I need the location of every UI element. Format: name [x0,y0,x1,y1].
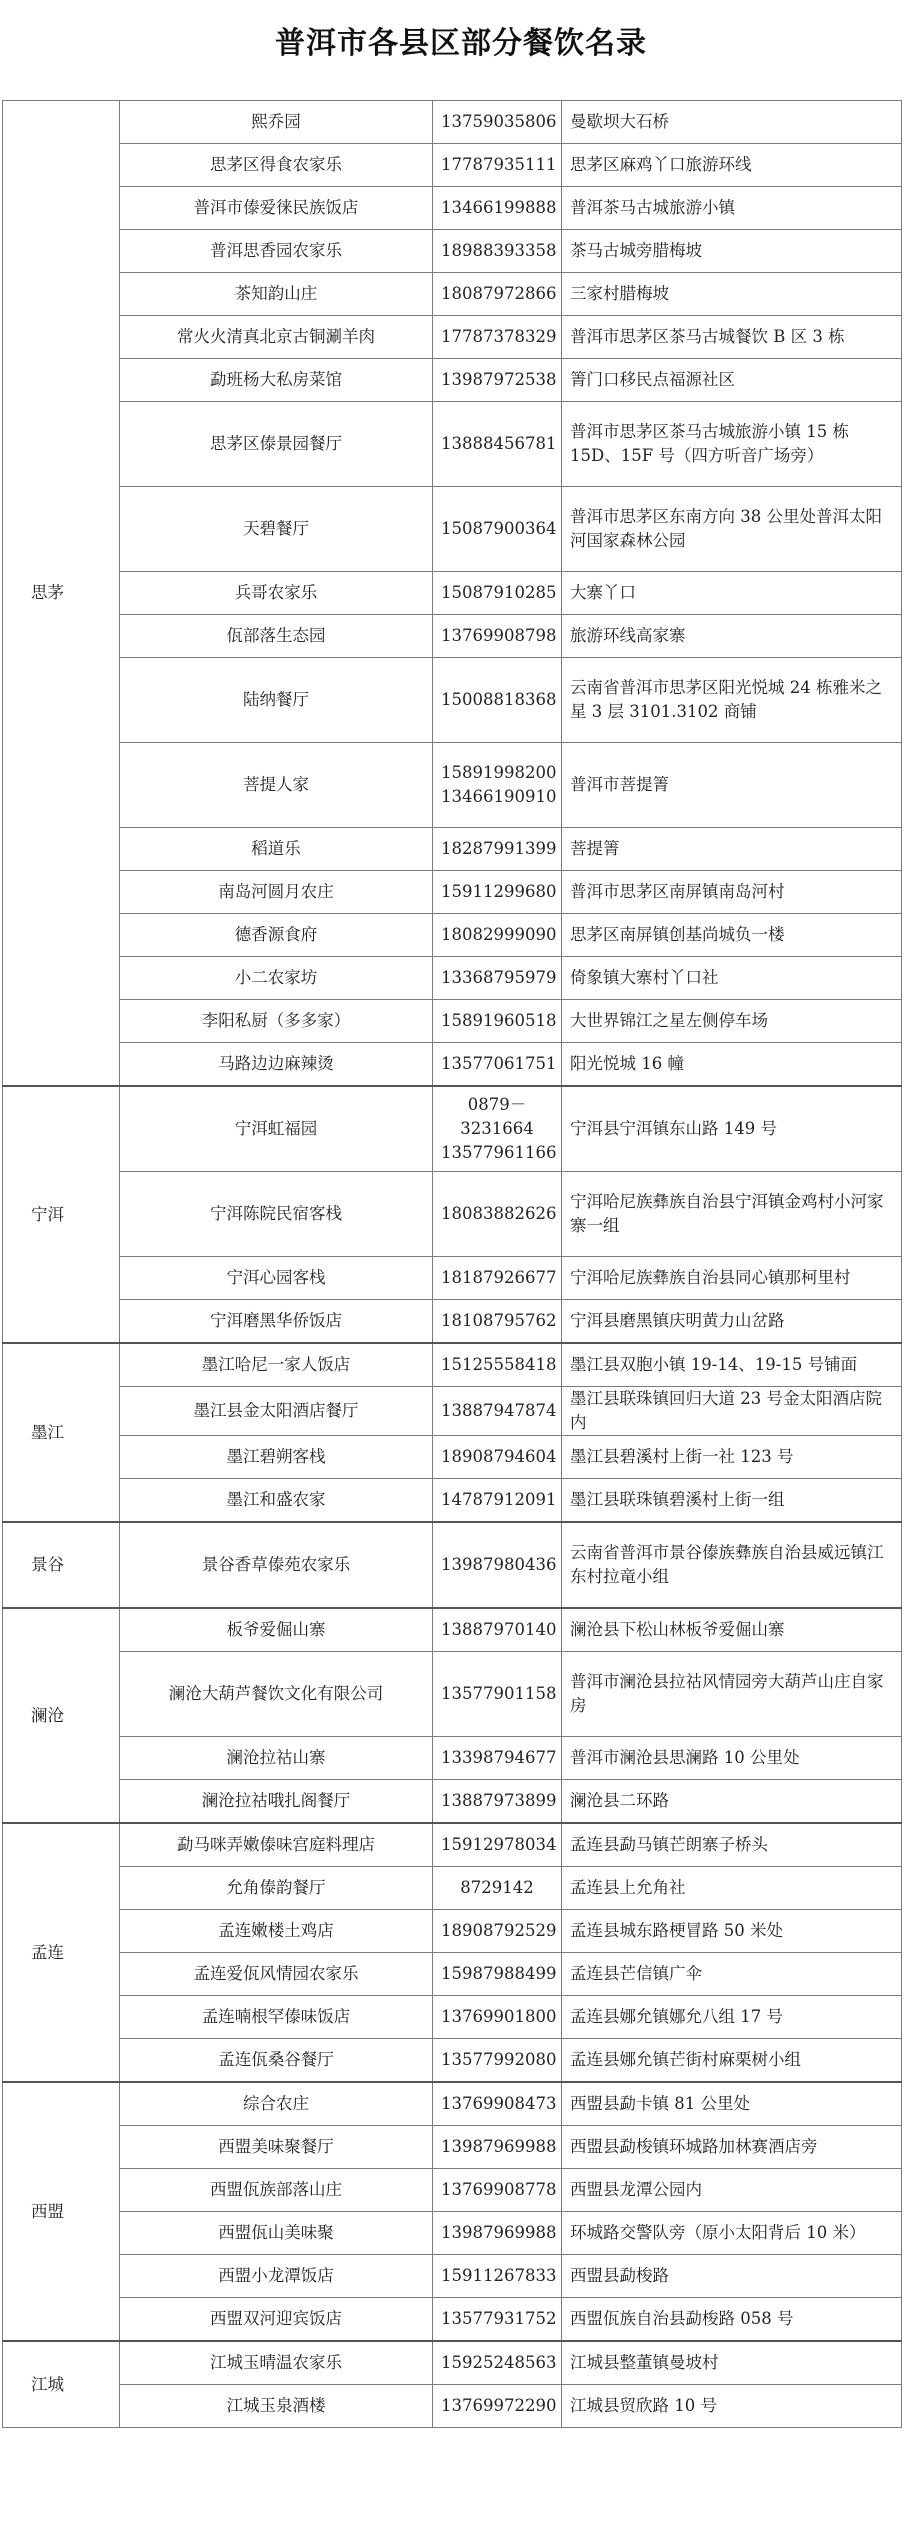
table-row [3,1086,902,1172]
table-row [3,1652,902,1737]
table-row [3,1479,902,1523]
phone-cell [433,1652,562,1737]
restaurant-name-cell: 西盟佤族部落山庄 [120,2169,433,2212]
table-row [3,1910,902,1953]
table-row [3,572,902,615]
phone-number: 13769972290 [441,2396,557,2415]
phone-cell [433,1343,562,1387]
phone-cell [433,1780,562,1824]
address-cell: 宁洱哈尼族彝族自治县宁洱镇金鸡村小河家寨一组 [562,1172,902,1257]
phone-cell [433,1479,562,1523]
phone-number: 18908794604 [441,1447,557,1466]
phone-cell [433,1387,562,1436]
address-cell: 阳光悦城 16 幢 [562,1043,902,1087]
phone-number: 13466199888 [441,198,557,217]
restaurant-name-cell: 孟连喃根罕傣味饭店 [120,1996,433,2039]
restaurant-name-cell: 允角傣韵餐厅 [120,1867,433,1910]
district-cell: 墨江 [3,1343,120,1522]
phone-number: 8729142 [460,1878,534,1897]
address-cell: 澜沧县下松山林板爷爱倔山寨 [562,1608,902,1652]
phone-number: 13987972538 [441,370,557,389]
table-row [3,2255,902,2298]
phone-number: 17787935111 [441,155,557,174]
restaurant-name-cell: 宁洱磨黑华侨饭店 [120,1300,433,1344]
table-row [3,1608,902,1652]
address-cell: 云南省普洱市景谷傣族彝族自治县威远镇江东村拉竜小组 [562,1522,902,1608]
address-cell: 江城县整董镇曼坡村 [562,2341,902,2385]
phone-cell [433,487,562,572]
phone-number: 13577931752 [441,2309,557,2328]
table-row [3,2169,902,2212]
phone-number: 13398794677 [441,1748,557,1767]
restaurant-name-cell: 德香源食府 [120,914,433,957]
phone-cell [433,359,562,402]
table-row [3,402,902,487]
table-row [3,1436,902,1479]
restaurant-name-cell: 宁洱心园客栈 [120,1257,433,1300]
phone-number: 13577992080 [441,2050,557,2069]
restaurant-name-cell: 墨江县金太阳酒店餐厅 [120,1387,433,1436]
restaurant-name-cell: 小二农家坊 [120,957,433,1000]
address-cell: 旅游环线高家寨 [562,615,902,658]
restaurant-name-cell: 普洱市傣爱徕民族饭店 [120,187,433,230]
restaurant-name-cell: 李阳私厨（多多家） [120,1000,433,1043]
table-row [3,2126,902,2169]
phone-cell [433,1608,562,1652]
phone-cell [433,1996,562,2039]
phone-number: 18108795762 [441,1311,557,1330]
phone-cell [433,828,562,871]
restaurant-name-cell: 西盟双河迎宾饭店 [120,2298,433,2342]
table-row [3,828,902,871]
phone-cell [433,1043,562,1087]
address-cell: 孟连县上允角社 [562,1867,902,1910]
restaurant-name-cell: 天碧餐厅 [120,487,433,572]
address-cell: 西盟县龙潭公园内 [562,2169,902,2212]
phone-cell [433,1823,562,1867]
district-cell: 西盟 [3,2082,120,2341]
restaurant-name-cell: 思茅区傣景园餐厅 [120,402,433,487]
phone-cell [433,402,562,487]
phone-cell [433,1086,562,1172]
phone-number: 18083882626 [441,1204,557,1223]
restaurant-name-cell: 稻道乐 [120,828,433,871]
table-row [3,1000,902,1043]
phone-cell [433,1172,562,1257]
phone-number: 14787912091 [441,1490,557,1509]
table-row [3,2341,902,2385]
phone-cell [433,1910,562,1953]
district-cell: 孟连 [3,1823,120,2082]
address-cell: 茶马古城旁腊梅坡 [562,230,902,273]
restaurant-name-cell: 勐班杨大私房菜馆 [120,359,433,402]
phone-number: 13987969988 [441,2137,557,2156]
table-row [3,187,902,230]
restaurant-name-cell: 宁洱陈院民宿客栈 [120,1172,433,1257]
phone-number: 13887947874 [441,1401,557,1420]
phone-number: 13769901800 [441,2007,557,2026]
address-cell: 思茅区南屏镇创基尚城负一楼 [562,914,902,957]
table-row [3,273,902,316]
restaurant-name-cell: 综合农庄 [120,2082,433,2126]
table-row [3,743,902,828]
table-row [3,1300,902,1344]
district-cell: 景谷 [3,1522,120,1608]
address-cell: 思茅区麻鸡丫口旅游环线 [562,144,902,187]
phone-cell [433,187,562,230]
address-cell: 大世界锦江之星左侧停车场 [562,1000,902,1043]
address-cell: 宁洱县宁洱镇东山路 149 号 [562,1086,902,1172]
restaurant-name-cell: 常火火清真北京古铜涮羊肉 [120,316,433,359]
restaurant-name-cell: 佤部落生态园 [120,615,433,658]
restaurant-name-cell: 普洱思香园农家乐 [120,230,433,273]
phone-cell [433,1257,562,1300]
phone-number: 13887973899 [441,1791,557,1810]
address-cell: 普洱市菩提箐 [562,743,902,828]
restaurant-name-cell: 澜沧拉祜哦扎阁餐厅 [120,1780,433,1824]
table-row [3,316,902,359]
phone-cell [433,1300,562,1344]
phone-number: 13887970140 [441,1620,557,1639]
phone-number: 15125558418 [441,1355,557,1374]
address-cell: 西盟县勐梭镇环城路加林赛酒店旁 [562,2126,902,2169]
phone-cell [433,1867,562,1910]
phone-number: 18087972866 [441,284,557,303]
phone-cell [433,2385,562,2428]
phone-number: 17787378329 [441,327,557,346]
phone-number: 0879－3231664 [460,1095,534,1138]
phone-number: 15911267833 [441,2266,557,2285]
address-cell: 西盟县勐梭路 [562,2255,902,2298]
restaurant-name-cell: 菩提人家 [120,743,433,828]
phone-cell [433,2169,562,2212]
phone-number: 13769908473 [441,2094,557,2113]
table-row [3,1043,902,1087]
phone-cell [433,2039,562,2083]
phone-number: 15891960518 [441,1011,557,1030]
phone-cell [433,957,562,1000]
table-row [3,1996,902,2039]
address-cell: 宁洱县磨黑镇庆明黄力山岔路 [562,1300,902,1344]
address-cell: 普洱市澜沧县拉祜风情园旁大葫芦山庄自家房 [562,1652,902,1737]
phone-number: 13466190910 [441,787,557,806]
table-row [3,359,902,402]
phone-number: 13987980436 [441,1555,557,1574]
table-row [3,957,902,1000]
district-cell: 思茅 [3,101,120,1087]
phone-number: 15912978034 [441,1835,557,1854]
restaurant-name-cell: 宁洱虹福园 [120,1086,433,1172]
address-cell: 普洱茶马古城旅游小镇 [562,187,902,230]
phone-number: 13987969988 [441,2223,557,2242]
page-title: 普洱市各县区部分餐饮名录 [275,26,647,61]
phone-number: 15925248563 [441,2353,557,2372]
restaurant-name-cell: 熙乔园 [120,101,433,144]
restaurant-name-cell: 勐马咪弄嫩傣味宫庭料理店 [120,1823,433,1867]
table-row [3,2298,902,2342]
address-cell: 墨江县双胞小镇 19-14、19-15 号铺面 [562,1343,902,1387]
phone-cell [433,1737,562,1780]
table-row [3,871,902,914]
restaurant-name-cell: 思茅区得食农家乐 [120,144,433,187]
table-row [3,2082,902,2126]
table-row [3,230,902,273]
table-row [3,1257,902,1300]
phone-cell [433,914,562,957]
restaurant-name-cell: 江城玉泉酒楼 [120,2385,433,2428]
phone-cell [433,2298,562,2342]
table-row [3,2039,902,2083]
table-row [3,487,902,572]
phone-number: 18988393358 [441,241,557,260]
phone-number: 13769908778 [441,2180,557,2199]
phone-number: 18187926677 [441,1268,557,1287]
phone-cell [433,1953,562,1996]
restaurant-name-cell: 西盟佤山美味聚 [120,2212,433,2255]
phone-cell [433,615,562,658]
address-cell: 普洱市思茅区南屏镇南岛河村 [562,871,902,914]
restaurant-name-cell: 墨江和盛农家 [120,1479,433,1523]
address-cell: 澜沧县二环路 [562,1780,902,1824]
address-cell: 西盟县勐卡镇 81 公里处 [562,2082,902,2126]
phone-number: 18287991399 [441,839,557,858]
restaurant-name-cell: 兵哥农家乐 [120,572,433,615]
phone-cell [433,658,562,743]
phone-number: 15987988499 [441,1964,557,1983]
address-cell: 普洱市思茅区茶马古城餐饮 B 区 3 栋 [562,316,902,359]
table-row [3,144,902,187]
phone-cell [433,572,562,615]
district-cell: 宁洱 [3,1086,120,1343]
address-cell: 江城县贸欣路 10 号 [562,2385,902,2428]
phone-cell [433,2212,562,2255]
phone-number: 18908792529 [441,1921,557,1940]
phone-cell [433,101,562,144]
restaurant-name-cell: 陆纳餐厅 [120,658,433,743]
phone-cell [433,144,562,187]
table-row [3,615,902,658]
phone-cell [433,1522,562,1608]
phone-number: 15087900364 [441,519,557,538]
table-row [3,658,902,743]
phone-number: 18082999090 [441,925,557,944]
address-cell: 箐门口移民点福源社区 [562,359,902,402]
address-cell: 孟连县娜允镇芒街村麻栗树小组 [562,2039,902,2083]
phone-cell [433,230,562,273]
table-row [3,1780,902,1824]
phone-cell [433,743,562,828]
restaurant-name-cell: 江城玉晴温农家乐 [120,2341,433,2385]
restaurant-name-cell: 板爷爱倔山寨 [120,1608,433,1652]
phone-cell [433,2341,562,2385]
phone-number: 13577061751 [441,1054,557,1073]
address-cell: 大寨丫口 [562,572,902,615]
address-cell: 孟连县芒信镇广伞 [562,1953,902,1996]
phone-cell [433,2126,562,2169]
phone-cell [433,273,562,316]
address-cell: 倚象镇大寨村丫口社 [562,957,902,1000]
district-cell: 澜沧 [3,1608,120,1823]
phone-cell [433,871,562,914]
phone-number: 15891998200 [441,763,557,782]
phone-number: 15911299680 [441,882,557,901]
phone-number: 13888456781 [441,434,557,453]
restaurant-name-cell: 西盟小龙潭饭店 [120,2255,433,2298]
restaurant-name-cell: 澜沧拉祜山寨 [120,1737,433,1780]
phone-cell [433,1436,562,1479]
address-cell: 普洱市思茅区茶马古城旅游小镇 15 栋 15D、15F 号（四方听音广场旁） [562,402,902,487]
restaurant-name-cell: 孟连嫩楼土鸡店 [120,1910,433,1953]
address-cell: 墨江县联珠镇回归大道 23 号金太阳酒店院内 [562,1387,902,1436]
address-cell: 曼歇坝大石桥 [562,101,902,144]
address-cell: 墨江县联珠镇碧溪村上街一组 [562,1479,902,1523]
restaurant-directory-table [2,100,902,2428]
phone-number: 13577901158 [441,1684,557,1703]
restaurant-name-cell: 墨江碧朔客栈 [120,1436,433,1479]
address-cell: 孟连县娜允镇娜允八组 17 号 [562,1996,902,2039]
restaurant-name-cell: 孟连爱佤风情园农家乐 [120,1953,433,1996]
restaurant-name-cell: 南岛河圆月农庄 [120,871,433,914]
table-row [3,1823,902,1867]
district-cell: 江城 [3,2341,120,2428]
address-cell: 普洱市澜沧县思澜路 10 公里处 [562,1737,902,1780]
address-cell: 孟连县城东路梗冒路 50 米处 [562,1910,902,1953]
address-cell: 云南省普洱市思茅区阳光悦城 24 栋雅米之星 3 层 3101.3102 商铺 [562,658,902,743]
phone-number: 13368795979 [441,968,557,987]
table-row [3,2212,902,2255]
restaurant-name-cell: 景谷香草傣苑农家乐 [120,1522,433,1608]
table-row [3,1172,902,1257]
address-cell: 环城路交警队旁（原小太阳背后 10 米） [562,2212,902,2255]
address-cell: 孟连县勐马镇芒朗寨子桥头 [562,1823,902,1867]
restaurant-name-cell: 墨江哈尼一家人饭店 [120,1343,433,1387]
restaurant-name-cell: 马路边边麻辣烫 [120,1043,433,1087]
address-cell: 宁洱哈尼族彝族自治县同心镇那柯里村 [562,1257,902,1300]
table-row [3,101,902,144]
address-cell: 西盟佤族自治县勐梭路 058 号 [562,2298,902,2342]
table-row [3,1387,902,1436]
address-cell: 普洱市思茅区东南方向 38 公里处普洱太阳河国家森林公园 [562,487,902,572]
table-row [3,1522,902,1608]
phone-cell [433,2255,562,2298]
table-row [3,1343,902,1387]
restaurant-name-cell: 孟连佤桑谷餐厅 [120,2039,433,2083]
phone-cell [433,1000,562,1043]
address-cell: 三家村腊梅坡 [562,273,902,316]
phone-cell [433,2082,562,2126]
phone-number: 13577961166 [441,1143,557,1162]
address-cell: 墨江县碧溪村上街一社 123 号 [562,1436,902,1479]
phone-number: 13759035806 [441,112,557,131]
table-row [3,1953,902,1996]
table-row [3,1867,902,1910]
phone-number: 15008818368 [441,690,557,709]
phone-number: 13769908798 [441,626,557,645]
table-row [3,1737,902,1780]
restaurant-name-cell: 茶知韵山庄 [120,273,433,316]
restaurant-name-cell: 澜沧大葫芦餐饮文化有限公司 [120,1652,433,1737]
phone-cell [433,316,562,359]
phone-number: 15087910285 [441,583,557,602]
address-cell: 菩提箐 [562,828,902,871]
restaurant-name-cell: 西盟美味聚餐厅 [120,2126,433,2169]
table-row [3,914,902,957]
table-row [3,2385,902,2428]
